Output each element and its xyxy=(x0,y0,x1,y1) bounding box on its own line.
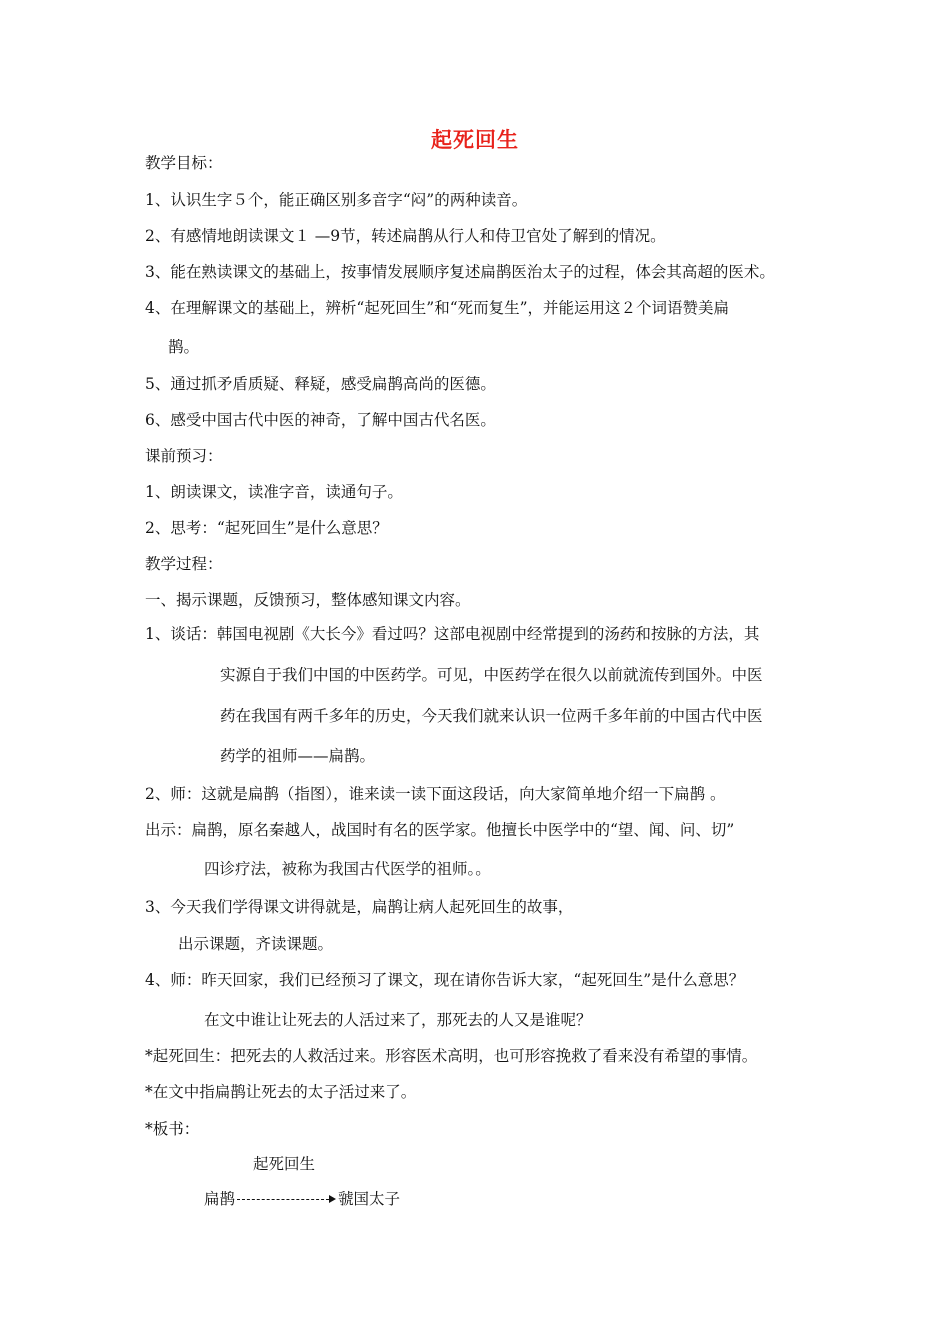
board-right-label: 虢国太子 xyxy=(338,1190,401,1208)
goals-heading: 教学目标： xyxy=(145,154,223,172)
preview-item-2: 2、思考：“起死回生”是什么意思？ xyxy=(145,519,388,537)
goal-item-1: 1、认识生字５个，能正确区别多音字“闷”的两种读音。 xyxy=(145,191,528,209)
preview-heading: 课前预习： xyxy=(145,447,223,465)
process-item-4-line-1: 4、师：昨天回家，我们已经预习了课文，现在请你告诉大家，“起死回生”是什么意思？ xyxy=(145,971,745,989)
goal-item-4: 4、在理解课文的基础上，辨析“起死回生”和“死而复生”，并能运用这２个词语赞美扁 xyxy=(145,299,730,317)
goal-item-6: 6、感受中国古代中医的神奇，了解中国古代名医。 xyxy=(145,411,496,429)
goal-item-4-cont: 鹊。 xyxy=(168,338,200,356)
goal-item-2: 2、有感情地朗读课文１ —9节，转述扁鹊从行人和侍卫官处了解到的情况。 xyxy=(145,227,666,245)
preview-item-1: 1、朗读课文，读准字音，读通句子。 xyxy=(145,483,403,501)
process-item-1-line-4: 药学的祖师——扁鹊。 xyxy=(220,747,376,765)
process-heading: 教学过程： xyxy=(145,555,223,573)
note-context: *在文中指扁鹊让死去的太子活过来了。 xyxy=(145,1083,417,1101)
page-title: 起死回生 xyxy=(431,128,519,152)
process-item-1-line-3: 药在我国有两千多年的历史，今天我们就来认识一位两千多年前的中国古代中医 xyxy=(220,707,763,725)
note-board-label: *板书： xyxy=(145,1120,200,1138)
board-relation xyxy=(204,1188,400,1210)
note-definition: *起死回生：把死去的人救活过来。形容医术高明，也可形容挽救了看来没有希望的事情。 xyxy=(145,1047,758,1065)
show-text-line-1: 出示：扁鹊，原名秦越人，战国时有名的医学家。他擅长中医学中的“望、闻、问、切” xyxy=(145,821,735,839)
process-item-4-line-2: 在文中谁让让死去的人活过来了，那死去的人又是谁呢？ xyxy=(204,1011,592,1029)
dashed-arrow-line xyxy=(237,1199,329,1200)
process-item-3-line-1: 3、今天我们学得课文讲得就是，扁鹊让病人起死回生的故事， xyxy=(145,898,574,916)
board-title: 起死回生 xyxy=(253,1155,316,1173)
process-item-2: 2、师：这就是扁鹊（指图），谁来读一读下面这段话，向大家简单地介绍一下扁鹊 。 xyxy=(145,785,726,803)
process-item-1-line-1: 1、谈话：韩国电视剧《大长今》看过吗？这部电视剧中经常提到的汤药和按脉的方法，其 xyxy=(145,625,760,643)
board-left-label: 扁鹊 xyxy=(204,1190,236,1208)
process-item-1-line-2: 实源自于我们中国的中医药学。可见，中医药学在很久以前就流传到国外。中医 xyxy=(220,666,763,684)
goal-item-3: 3、能在熟读课文的基础上，按事情发展顺序复述扁鹊医治太子的过程，体会其高超的医术。 xyxy=(145,263,775,281)
process-section-1: 一、揭示课题，反馈预习，整体感知课文内容。 xyxy=(145,591,471,609)
show-text-line-2: 四诊疗法，被称为我国古代医学的祖师。。 xyxy=(204,860,491,878)
goal-item-5: 5、通过抓矛盾质疑、释疑，感受扁鹊高尚的医德。 xyxy=(145,375,496,393)
process-item-3-line-2: 出示课题，齐读课题。 xyxy=(178,935,334,953)
arrow-right-icon xyxy=(329,1195,336,1203)
